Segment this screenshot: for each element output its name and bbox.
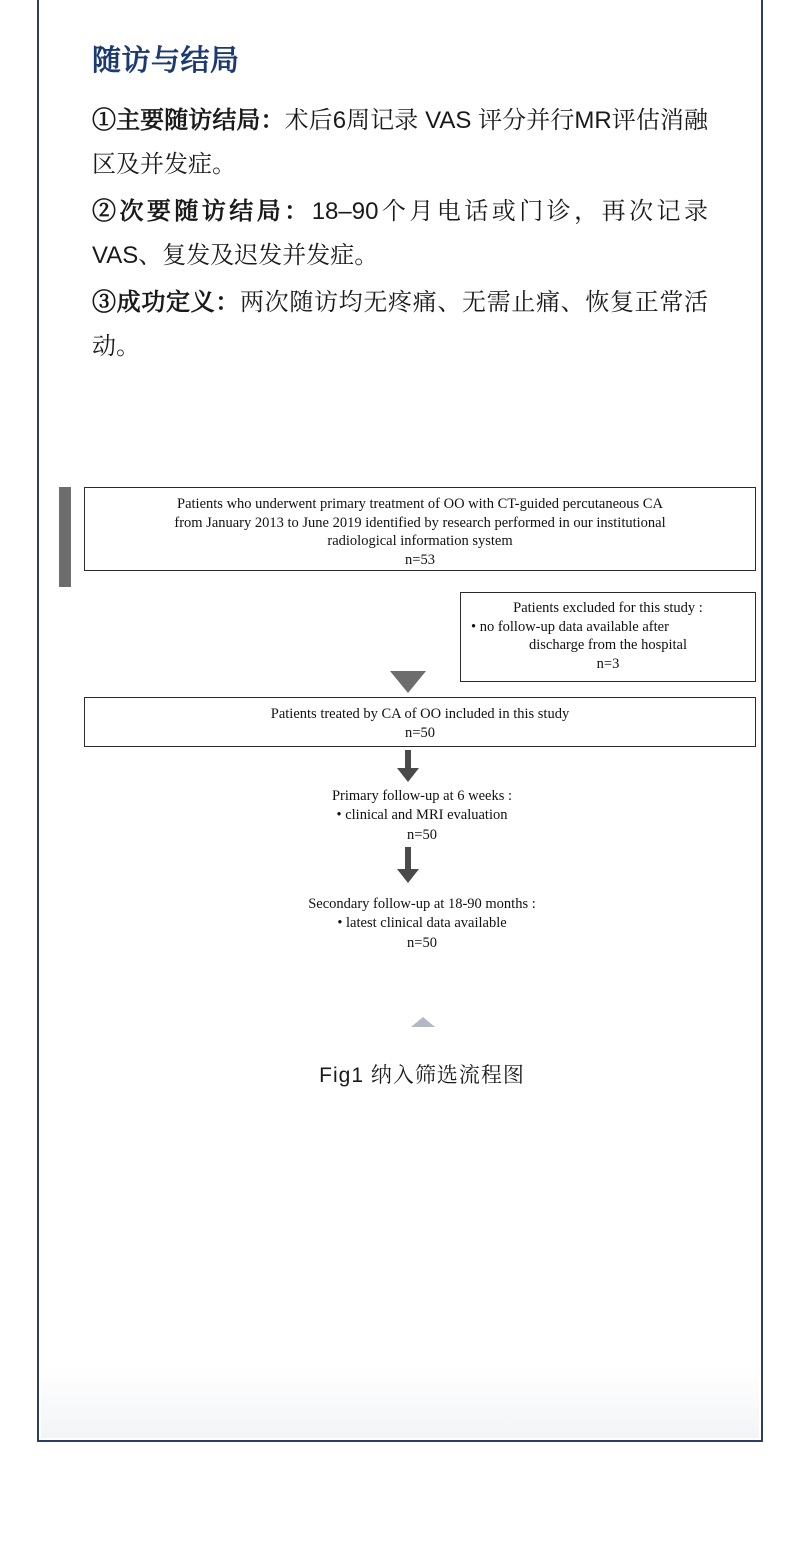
paragraph-list — [92, 99, 708, 369]
page-title: 随访与结局 — [92, 45, 240, 77]
flow-step-secondary-followup — [212, 895, 632, 952]
flow-box-line: discharge from the hospital — [529, 637, 687, 654]
flow-box-count: n=3 — [596, 655, 620, 672]
paragraph-lead: ③成功定义： — [92, 288, 240, 316]
paragraph-lead: ②次要随访结局： — [92, 197, 312, 225]
flow-box-count: n=53 — [405, 551, 435, 568]
paragraph-success-definition — [92, 281, 708, 370]
figure-flowchart — [59, 487, 741, 1088]
flow-step-line: Secondary follow-up at 18-90 months : — [308, 896, 536, 913]
flow-arrow-head-1 — [397, 768, 419, 782]
flow-arrow-main-head — [390, 671, 426, 693]
paragraph-text: 两次随访均无疼痛、无需止痛、恢复正常活动。 — [92, 288, 708, 360]
document-content — [59, 0, 741, 1088]
flow-arrow-shaft-1 — [405, 750, 411, 770]
flow-box-count: n=50 — [405, 724, 435, 741]
flow-step-count: n=50 — [407, 934, 437, 951]
flow-step-line: • latest clinical data available — [337, 915, 507, 932]
flow-step-line: Primary follow-up at 6 weeks : — [331, 788, 512, 805]
document-card — [37, 0, 763, 1442]
paragraph-lead: ①主要随访结局： — [92, 107, 285, 134]
flow-box-excluded-patients — [460, 592, 756, 682]
flow-box-line: radiological information system — [327, 533, 513, 550]
paragraph-text: 术后6周记录 VAS 评分并行MR评估消融区及并发症。 — [92, 107, 709, 179]
bottom-fade-overlay — [41, 1368, 759, 1438]
flow-box-line: from January 2013 to June 2019 identified by research performed in our institutional — [174, 514, 666, 531]
flow-arrow-head-2 — [397, 869, 419, 883]
flow-box-included-patients — [84, 697, 756, 747]
flow-step-line: • clinical and MRI evaluation — [336, 807, 508, 824]
paragraph-text: 18–90个月电话或门诊，再次记录 VAS、复发及迟发并发症。 — [92, 197, 708, 270]
flow-arrow-main-shaft — [59, 487, 71, 587]
flow-arrow-shaft-2 — [405, 847, 411, 871]
flowchart-canvas — [59, 487, 785, 1088]
flow-step-count: n=50 — [407, 826, 437, 843]
flow-box-line: Patients who underwent primary treatment of OO with CT-guided percutaneous CA — [177, 496, 663, 513]
figure-caption: Fig1 纳入筛选流程图 — [319, 1064, 525, 1088]
paragraph-primary-outcome — [92, 99, 708, 188]
flow-box-line: Patients treated by CA of OO included in this study — [270, 706, 570, 723]
flow-box-identified-patients — [84, 487, 756, 571]
flow-box-line: • no follow-up data available after — [471, 618, 669, 635]
flow-step-primary-followup — [212, 787, 632, 844]
paragraph-secondary-outcome — [92, 190, 708, 279]
flow-box-line: Patients excluded for this study : — [513, 600, 703, 617]
scroll-up-caret-icon[interactable] — [411, 1017, 435, 1027]
